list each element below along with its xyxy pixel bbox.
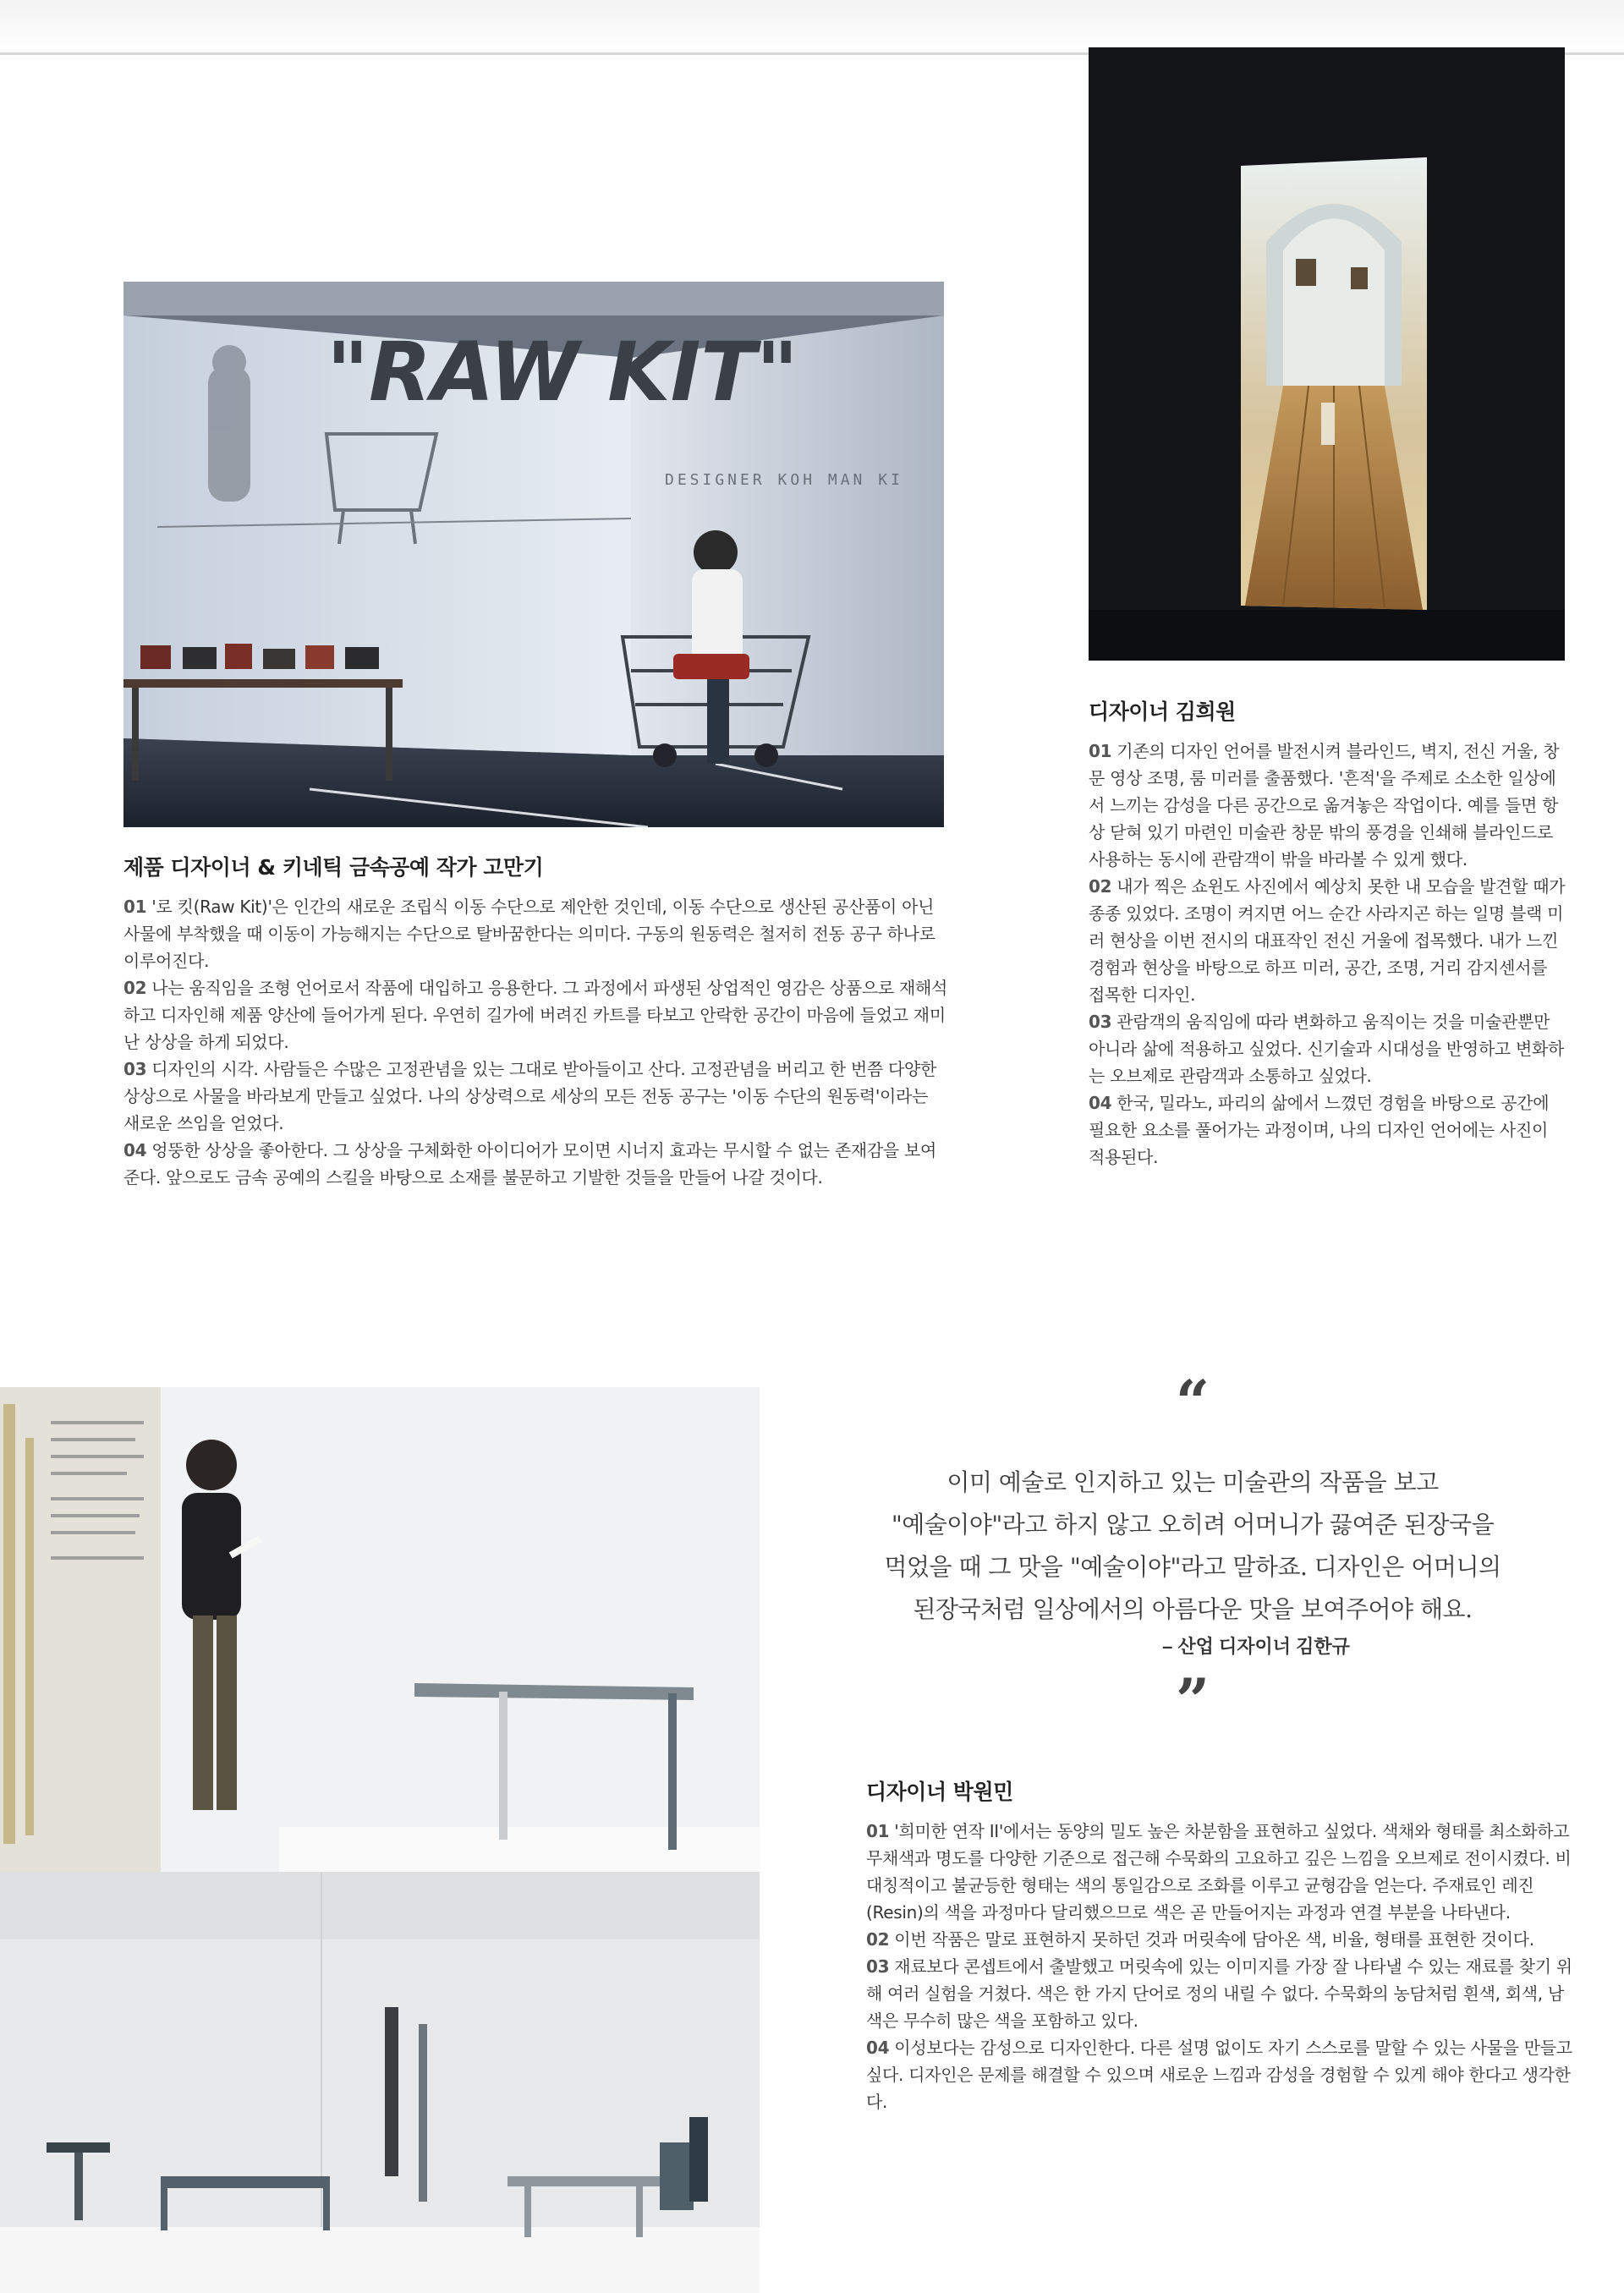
paragraph-text: 이번 작품은 말로 표현하지 못하던 것과 머릿속에 담아온 색, 비율, 형태를 표현한 것이다.: [894, 1929, 1534, 1950]
quote-line: 된장국처럼 일상에서의 아름다운 맛을 보여주어야 해요.: [913, 1595, 1473, 1623]
kim-paragraph-4: [1089, 1089, 1567, 1171]
paragraph-text: 디자인의 시각. 사람들은 수많은 고정관념을 있는 그대로 받아들이고 산다. 고정관념을 버리고 한 번쯤 다양한 상상으로 사물을 바라보게 만들고 싶었다. 나의 상상력으로 세상의 모든 전동 공구는 '이동 수단의 원동력'이라는 새로운 쓰임을 얻었다.: [123, 1059, 937, 1133]
paragraph-text: 재료보다 콘셉트에서 출발했고 머릿속에 있는 이미지를 가장 잘 나타낼 수 있는 재료를 찾기 위해 여러 실험을 거쳤다. 색은 한 가지 단어로 정의 내릴 수 없다. 수묵화의 농담처럼 흰색, 회색, 남색은 무수히 많은 색을 포함하고 있다.: [866, 1956, 1572, 2031]
paragraph-number: 02: [123, 978, 147, 998]
paragraph-text: 엉뚱한 상상을 좋아한다. 그 상상을 구체화한 아이디어가 모이면 시너지 효과는 무시할 수 없는 존재감을 보여준다. 앞으로도 금속 공예의 스킬을 바탕으로 소재를 불문하고 기발한 것들을 만들어 나갈 것이다.: [123, 1140, 937, 1188]
paragraph-number: 03: [1089, 1012, 1112, 1032]
paragraph-text: '로 킷(Raw Kit)'은 인간의 새로운 조립식 이동 수단으로 제안한 것인데, 이동 수단으로 생산된 공산품이 아닌 사물에 부착했을 때 이동이 가능해지는 수단으로 탈바꿈한다는 의미다. 구동의 원동력은 철저히 전동 공구 하나로 이루어진다.: [123, 897, 935, 971]
quote-line: "예술이야"라고 하지 않고 오히려 어머니가 끓여준 된장국을: [891, 1511, 1495, 1539]
koh-paragraph-3: [123, 1056, 949, 1137]
paragraph-number: 01: [1089, 741, 1112, 761]
park-heading: 디자이너 박원민: [866, 1780, 1013, 1804]
rawkit-title: "RAW KIT": [326, 325, 798, 420]
paragraph-number: 04: [123, 1140, 147, 1160]
kim-paragraph-2: [1089, 873, 1567, 1008]
park-caption: [866, 1779, 1577, 2115]
paragraph-text: 내가 찍은 쇼윈도 사진에서 예상치 못한 내 모습을 발견할 때가 종종 있었다. 조명이 켜지면 어느 순간 사라지곤 하는 일명 블랙 미러 현상을 이번 전시의 대표작인 전신 거울에 접목했다. 내가 느낀 경험과 현상을 바탕으로 하프 미러, 공간, 조명, 거리 감지센서를 접목한 디자인.: [1089, 876, 1566, 1005]
kim-paragraph-3: [1089, 1008, 1567, 1089]
pull-quote: [812, 1367, 1573, 1736]
quote-author: – 산업 디자이너 김한규: [1162, 1636, 1350, 1657]
paragraph-text: 기존의 디자인 언어를 발전시켜 블라인드, 벽지, 전신 거울, 창문 영상 조명, 룸 미러를 출품했다. '흔적'을 주제로 소소한 일상에서 느끼는 감성을 다른 공간으로 옮겨놓은 작업이다. 예를 들면 항상 닫혀 있기 마련인 미술관 창문 밖의 풍경을 인쇄해 블라인드로 사용하는 동시에 관람객이 밖을 바라볼 수 있게 했다.: [1089, 741, 1560, 869]
paragraph-number: 03: [123, 1059, 147, 1079]
paragraph-text: '희미한 연작 II'에서는 동양의 밀도 높은 차분함을 표현하고 싶었다. 색채와 형태를 최소화하고 무채색과 명도를 다양한 기준으로 접근해 수묵화의 고요하고 깊은 느낌을 오브제로 전이시켰다. 비대칭적이고 불균등한 형태는 색의 통일감으로 조화를 이루고 균형감을 얻는다. 주재료인 레진(Resin)의 색을 과정마다 달리했으므로 색은 곧 만들어지는 과정과 연결 부분을 나타낸다.: [866, 1821, 1572, 1923]
quote-line: 먹었을 때 그 맛을 "예술이야"라고 말하죠. 디자인은 어머니의: [884, 1553, 1501, 1581]
park-paragraph-4: [866, 2034, 1577, 2115]
park-paragraph-3: [866, 1953, 1577, 2034]
koh-paragraph-4: [123, 1137, 949, 1191]
rawkit-exhibition-photo: [123, 282, 944, 827]
park-furniture-photo: [0, 1872, 760, 2293]
park-paragraph-1: [866, 1818, 1577, 1926]
rawkit-subtitle: DESIGNER KOH MAN KI: [665, 471, 903, 489]
kim-heading: 디자이너 김희원: [1089, 699, 1236, 724]
paragraph-number: 01: [866, 1821, 890, 1841]
paragraph-number: 03: [866, 1956, 890, 1977]
paragraph-number: 02: [866, 1929, 890, 1950]
paragraph-number: 02: [1089, 876, 1112, 897]
koh-heading: 제품 디자이너 & 키네틱 금속공예 작가 고만기: [123, 855, 544, 880]
paragraph-text: 한국, 밀라노, 파리의 삶에서 느꼈던 경험을 바탕으로 공간에 필요한 요소를 풀어가는 과정이며, 나의 디자인 언어에는 사진이 적용된다.: [1089, 1093, 1550, 1167]
paragraph-text: 이성보다는 감성으로 디자인한다. 다른 설명 없이도 자기 스스로를 말할 수 있는 사물을 만들고 싶다. 디자인은 문제를 해결할 수 있으며 새로운 느낌과 감성을 경험할 수 있게 해야 한다고 생각한다.: [866, 2038, 1572, 2112]
open-quote-mark: “: [1175, 1367, 1210, 1437]
paragraph-number: 04: [1089, 1093, 1112, 1113]
kim-caption: [1089, 699, 1567, 1171]
close-quote-mark: ”: [1175, 1665, 1210, 1736]
paragraph-number: 04: [866, 2038, 890, 2058]
kim-paragraph-1: [1089, 738, 1567, 873]
park-paragraph-2: [866, 1926, 1577, 1953]
paragraph-text: 나는 움직임을 조형 언어로서 작품에 대입하고 응용한다. 그 과정에서 파생된 상업적인 영감은 상품으로 재해석하고 디자인해 제품 양산에 들어가게 된다. 우연히 길가에 버려진 카트를 타보고 안락한 공간이 마음에 들었고 재미난 상상을 하게 되었다.: [123, 978, 948, 1052]
paragraph-number: 01: [123, 897, 147, 917]
koh-paragraph-2: [123, 974, 949, 1056]
koh-paragraph-1: [123, 893, 949, 974]
paragraph-text: 관람객의 움직임에 따라 변화하고 움직이는 것을 미술관뿐만 아니라 삶에 적용하고 싶었다. 신기술과 시대성을 반영하고 변화하는 오브제로 관람객과 소통하고 싶었다.: [1089, 1012, 1564, 1086]
mirror-installation-photo: [1089, 47, 1565, 661]
koh-caption: [123, 854, 949, 1191]
park-portrait-photo: [0, 1387, 760, 1872]
quote-line: 이미 예술로 인지하고 있는 미술관의 작품을 보고: [946, 1468, 1439, 1496]
